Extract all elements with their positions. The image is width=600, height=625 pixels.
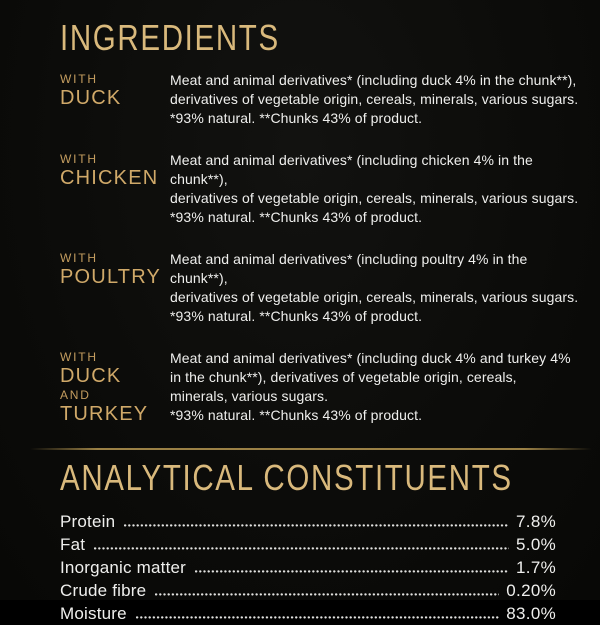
description-line: Meat and animal derivatives* (including chicken 4% in the chunk**), xyxy=(170,152,533,187)
variant-word: DUCK xyxy=(60,365,122,387)
description-line: minerals, various sugars. xyxy=(170,388,329,404)
variant-label xyxy=(60,249,170,326)
variant-label xyxy=(60,150,170,227)
ingredient-section xyxy=(60,348,580,426)
analytical-table xyxy=(60,510,556,625)
constituent-row xyxy=(60,579,556,602)
constituent-value: 1.7% xyxy=(516,558,556,577)
description-line: Meat and animal derivatives* (including duck 4% and turkey 4% xyxy=(170,350,571,366)
description-line: *93% natural. **Chunks 43% of product. xyxy=(170,308,423,324)
variant-label xyxy=(60,70,170,128)
variant-word: WITH xyxy=(60,350,98,364)
variant-word: POULTRY xyxy=(60,266,162,288)
constituent-value: 7.8% xyxy=(516,512,556,531)
description-line: *93% natural. **Chunks 43% of product. xyxy=(170,110,423,126)
description-line: derivatives of vegetable origin, cereals, minerals, various sugars. xyxy=(170,289,579,305)
ingredient-section xyxy=(60,249,580,326)
constituent-value: 5.0% xyxy=(516,535,556,554)
description-line: *93% natural. **Chunks 43% of product. xyxy=(170,407,423,423)
constituent-row xyxy=(60,533,556,556)
constituent-name: Protein xyxy=(60,512,116,531)
ingredient-description xyxy=(170,70,578,128)
variant-word: CHICKEN xyxy=(60,167,159,189)
ingredient-description xyxy=(170,249,580,326)
ingredient-description xyxy=(170,150,580,227)
constituent-value: 0.20% xyxy=(506,581,556,600)
constituent-value: 83.0% xyxy=(506,604,556,623)
constituent-name: Inorganic matter xyxy=(60,558,187,577)
constituent-name: Crude fibre xyxy=(60,581,147,600)
description-line: derivatives of vegetable origin, cereals, minerals, various sugars. xyxy=(170,190,579,206)
dot-leader xyxy=(136,616,500,619)
constituent-row xyxy=(60,510,556,533)
variant-word: WITH xyxy=(60,251,98,265)
variant-word: WITH xyxy=(60,72,98,86)
ingredients-title: INGREDIENTS xyxy=(60,17,280,58)
constituent-row xyxy=(60,556,556,579)
analytical-constituents-title: ANALYTICAL CONSTITUENTS xyxy=(60,457,513,498)
description-line: Meat and animal derivatives* (including duck 4% in the chunk**), xyxy=(170,72,577,88)
description-line: *93% natural. **Chunks 43% of product. xyxy=(170,209,423,225)
ingredient-section xyxy=(60,150,580,227)
constituent-name: Moisture xyxy=(60,604,127,623)
dot-leader xyxy=(94,547,509,550)
ingredients-sections xyxy=(60,70,580,426)
variant-label xyxy=(60,348,170,426)
description-line: in the chunk**), derivatives of vegetable origin, cereals, xyxy=(170,369,517,385)
dot-leader xyxy=(124,524,509,527)
description-line: derivatives of vegetable origin, cereals, minerals, various sugars. xyxy=(170,91,579,107)
description-line: Meat and animal derivatives* (including poultry 4% in the chunk**), xyxy=(170,251,528,286)
section-divider xyxy=(30,448,592,450)
variant-word: DUCK xyxy=(60,87,122,109)
variant-word: AND xyxy=(60,388,91,402)
dot-leader xyxy=(195,570,509,573)
constituent-row xyxy=(60,602,556,625)
ingredient-section xyxy=(60,70,580,128)
dot-leader xyxy=(155,593,499,596)
variant-word: TURKEY xyxy=(60,403,149,425)
ingredient-description xyxy=(170,348,571,426)
constituent-name: Fat xyxy=(60,535,86,554)
variant-word: WITH xyxy=(60,152,98,166)
